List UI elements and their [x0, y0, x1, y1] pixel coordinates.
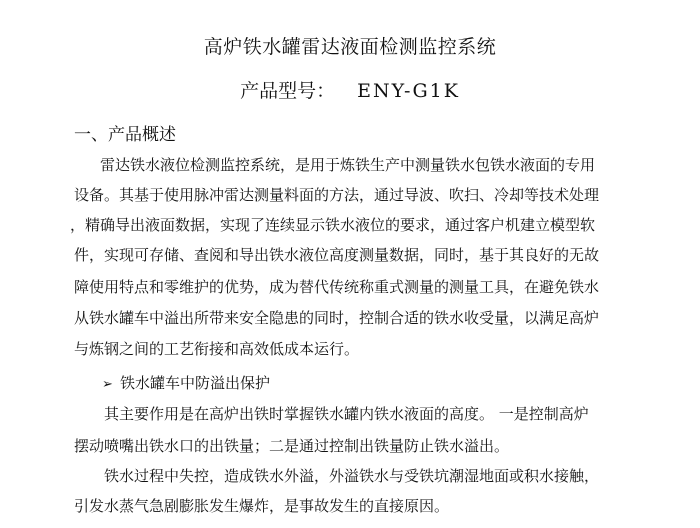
paragraph-line: 与炼钢之间的工艺衔接和高效低成本运行。	[74, 340, 360, 358]
paragraph-line: 铁水过程中失控，造成铁水外溢，外溢铁水与受铁坑潮湿地面或积水接触，	[104, 467, 600, 485]
paragraph-line: 设备。其基于使用脉冲雷达测量料面的方法，通过导波、吹扫、冷却等技术处理	[74, 186, 600, 204]
document-title: 高炉铁水罐雷达液面检测监控系统	[203, 36, 497, 58]
arrow-bullet-icon: ➢	[102, 377, 113, 392]
model-label: 产品型号：	[240, 80, 336, 102]
paragraph-line: 雷达铁水液位检测监控系统，是用于炼铁生产中测量铁水包铁水液面的专用	[100, 156, 596, 174]
bullet-text: 铁水罐车中防溢出保护	[120, 374, 271, 392]
product-model	[0, 76, 700, 103]
paragraph-line: 障使用特点和零维护的优势，成为替代传统称重式测量的测量工具，在避免铁水	[74, 278, 600, 296]
paragraph-line: 件，实现可存储、查阅和导出铁水液位高度测量数据，同时，基于其良好的无故	[74, 246, 600, 264]
section-heading-overview: 一、产品概述	[74, 125, 176, 145]
paragraph-line: 从铁水罐车中溢出所带来安全隐患的同时，控制合适的铁水收受量，以满足高炉	[74, 309, 600, 327]
paragraph-line: 其主要作用是在高炉出铁时掌握铁水罐内铁水液面的高度。 一是控制高炉	[104, 405, 589, 423]
bullet-item	[102, 372, 270, 393]
paragraph-line: 摆动喷嘴出铁水口的出铁量；二是通过控制出铁量防止铁水溢出。	[74, 437, 510, 455]
paragraph-line: 引发水蒸气急剧膨胀发生爆炸，是事故发生的直接原因。	[74, 497, 450, 515]
paragraph-line: ，精确导出液面数据，实现了连续显示铁水液位的要求，通过客户机建立模型软	[70, 216, 596, 234]
model-code: ENY-G1K	[357, 80, 460, 102]
